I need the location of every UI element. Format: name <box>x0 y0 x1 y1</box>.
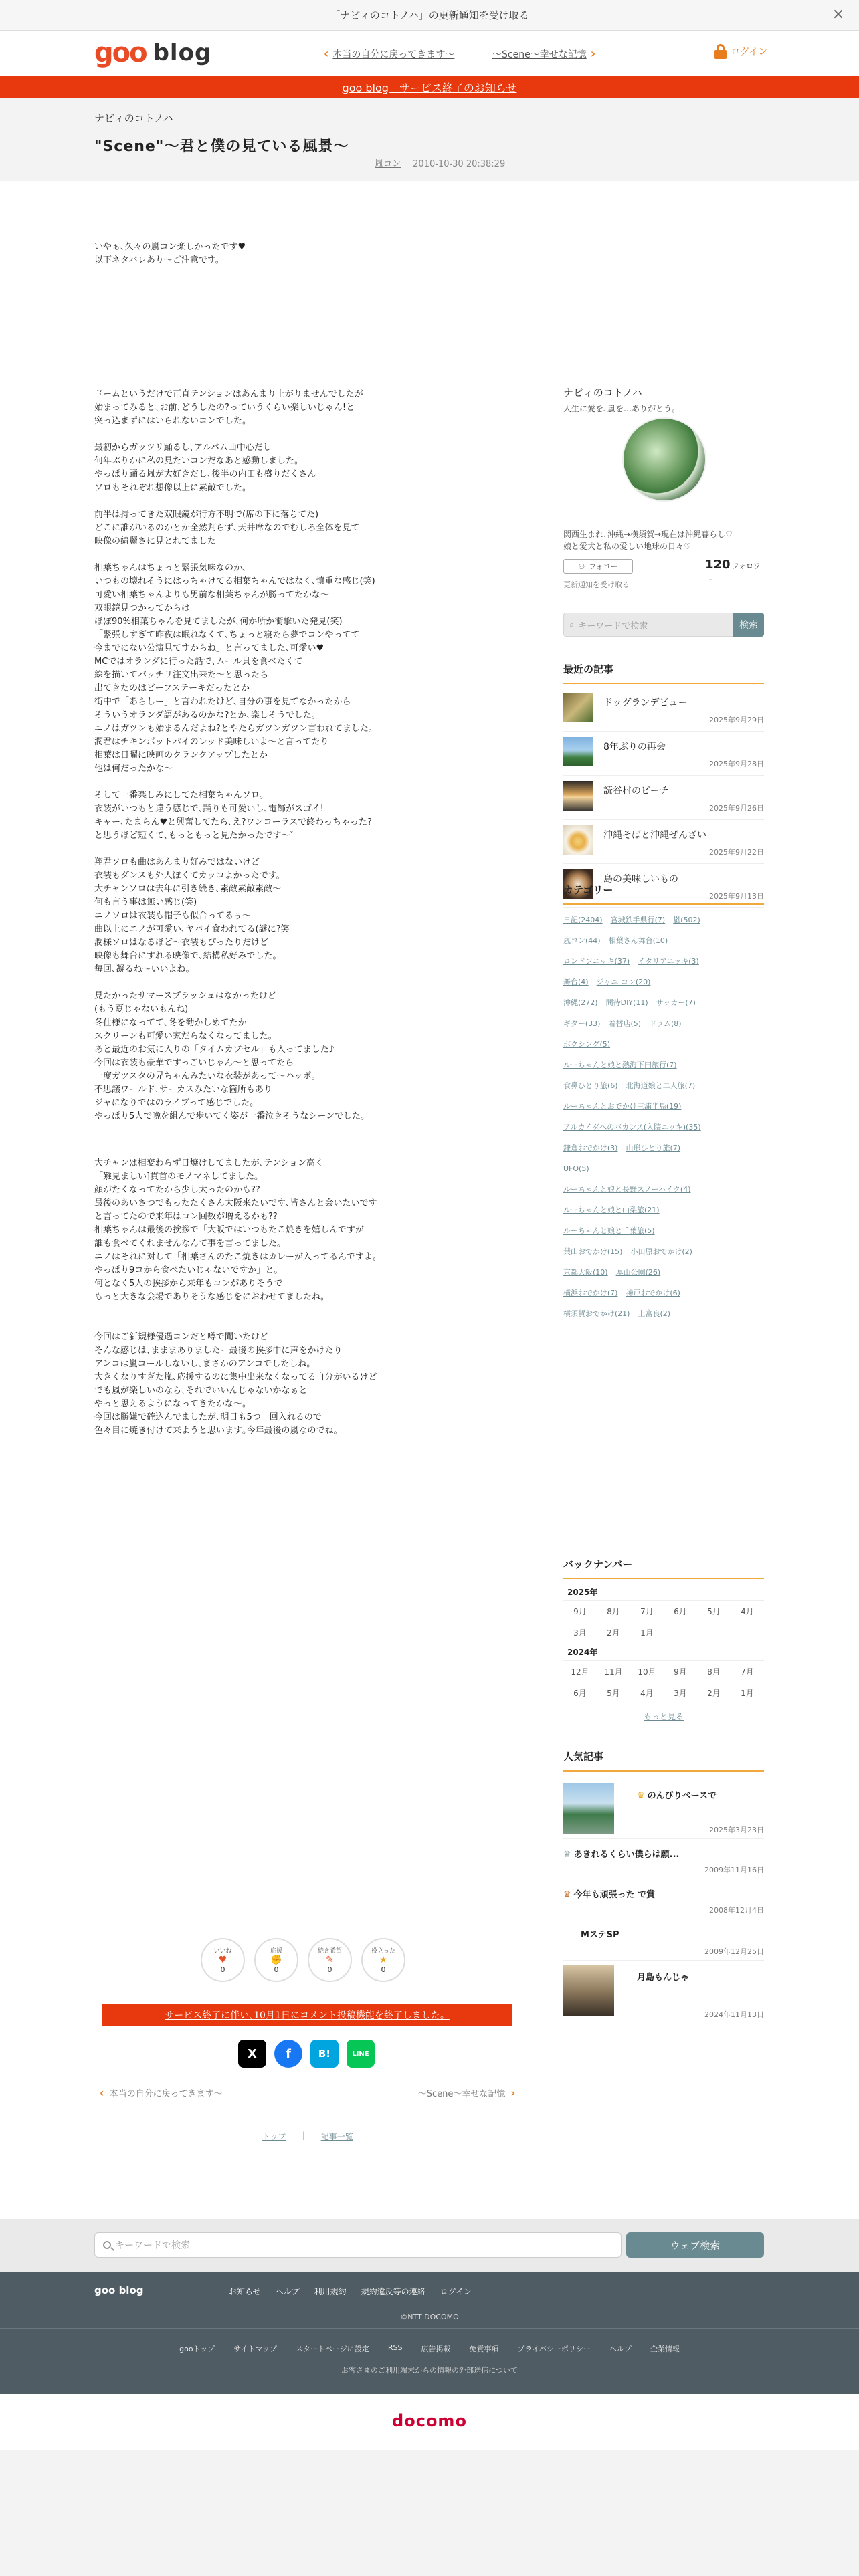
recent-item-date: 2025年9月29日 <box>709 716 764 724</box>
popular-item-date: 2009年11月16日 <box>704 1866 764 1874</box>
backnumber-title: バックナンバー <box>563 1557 764 1579</box>
category-link[interactable]: イタリアニッキ(3) <box>638 957 699 966</box>
month-link[interactable]: 3月 <box>674 1689 687 1698</box>
x-share-icon[interactable]: X <box>238 2040 266 2068</box>
popular-item[interactable] <box>563 1839 764 1879</box>
article-list-link[interactable]: 記事一覧 <box>320 2132 353 2141</box>
pager-prev[interactable] <box>94 2081 275 2105</box>
crown-icon: ♛ <box>563 1850 571 1860</box>
category-link[interactable]: 葉山おでかけ(15) <box>563 1247 623 1256</box>
month-link[interactable]: 12月 <box>571 1667 589 1677</box>
heart-icon: ♥ <box>218 1955 227 1965</box>
month-link[interactable]: 9月 <box>674 1667 687 1677</box>
footer-dark <box>0 2272 859 2394</box>
month-link[interactable]: 11月 <box>604 1667 623 1677</box>
recent-item-title: 島の美味しいもの <box>603 874 678 885</box>
month-link[interactable]: 1月 <box>640 1628 654 1638</box>
article-paragraph: 大チャンは相変わらず日焼けしてましたが､テンション高く 「難見ましい]貫首のモノマネしてました。 顔がたくなってたから少し太ったのかも?? 最後のあいさつでもったたくさん大阪来たいです､皆さんと会いたいです と言ってたので来年はコン回数が増えるかも?? 相葉ちゃんは最後の挨拶で「大阪ではいつもたこ焼きを嬉しんですが 誰も食べてくれませんなんて事を言ってました。 ニノはそれに対して「相葉さんのたこ焼きはカレーが入ってるんですよ。 やっぱり9コから食べたいじゃないですか」と。 何となく5人の挨拶から来年もコンがありそうで もっと大きな会場でありそうな感じをにおわせてましたね。 <box>94 1158 382 1302</box>
reaction-useful-button[interactable] <box>361 1938 405 1982</box>
footer-search-input[interactable] <box>94 2232 622 2258</box>
recent-list <box>563 687 764 908</box>
entry-title: "Scene"〜君と僕の見ている風景〜 <box>94 138 349 155</box>
popular-item-title: MステSP <box>581 1930 619 1940</box>
footer-link[interactable]: ヘルプ <box>609 2345 632 2353</box>
popular-item[interactable] <box>563 1961 764 2021</box>
category-link[interactable]: 山形ひとり旅(7) <box>626 1144 681 1152</box>
backnumber-months <box>563 1661 764 1704</box>
popular-item[interactable] <box>563 1779 764 1839</box>
popular-thumb <box>563 1965 614 2016</box>
reaction-like-button[interactable] <box>201 1938 245 1982</box>
site-header <box>0 31 859 76</box>
month-link[interactable]: 5月 <box>607 1689 620 1698</box>
month-link[interactable]: 10月 <box>638 1667 656 1677</box>
article-paragraph: ドームというだけで正直テンションはあんまり上がりませんでしたが 始まってみると､お前､どうしたの?っていうくらい楽しいじゃん!と 突っ込まずにはいられないコンでした。 最初からガッツリ踊るし､アルバム曲中心だし 何年ぶりかに私の見たいコンだなあと感動しました。 やっぱり踊る嵐が大好きだし､後半の内田も盛りだくさん ソロもそれぞれ想像以上に素敵でした。 前半は持ってきた双眼鏡が行方不明で(席の下に落ちてた) どこに誰がいるのかとか全然判らず､天井席なのでむしろ全体を見て 映像の綺麗さに見とれてました <box>94 389 363 546</box>
recent-item[interactable] <box>563 820 764 864</box>
popular-thumb <box>563 1783 614 1834</box>
hatena-share-icon[interactable]: B! <box>310 2040 339 2068</box>
popular-item-date: 2024年11月13日 <box>704 2010 764 2019</box>
article-paragraph: 相葉ちゃんはちょっと緊張気味なのか､ いつもの壊れそうにはっちゃけてる相葉ちゃんではなく､慎重な感じ(笑) 可愛い相葉ちゃんよりも男前な相葉ちゃんが勝ってたかな〜 双眼鏡見つかってからは ほぼ90%相葉ちゃんを見てましたが､何か所か衝撃いた発見(笑) 「緊張しすぎて昨夜は眠れなくて､ちょっと寝たら夢でコンやってて 今までにない公演見てすからね」と言ってました､可愛い♥ MCではオランダに行った話で､ムール貝を食べたくて 絵を描いてバッチリ注文出来た〜と思ったら 出てきたのはビーフステーキだったとか 街中で「あらしー」と言われたけど､自分の事を見てなかったから そういうオランダ語があるのかな?とか､楽しそうでした。 ニノはガツンも始まるんだよね?とやたらガツンガツン言われてました。 潤君はチキンポットパイのレッド美味しいよ〜と言ってたり 相葉は日曜に映画のクランクアップしたとか 他は何だったかな〜 <box>94 563 377 774</box>
pager-next-label: 〜Scene〜幸せな記憶 <box>417 2089 506 2099</box>
nav-separator: | <box>302 2131 305 2140</box>
crown-icon: ♛ <box>637 1791 645 1801</box>
recent-thumb <box>563 781 593 811</box>
reaction-count: 0 <box>381 1965 386 1974</box>
footer-link[interactable]: 企業情報 <box>650 2345 680 2353</box>
popular-item-title: 月島もんじゃ <box>637 1973 690 1983</box>
category-link[interactable]: サッカー(7) <box>656 998 696 1007</box>
recent-item[interactable] <box>563 687 764 732</box>
footer-link[interactable]: スタートページに設定 <box>296 2345 369 2353</box>
recent-item-title: 沖縄そばと沖縄ぜんざい <box>603 830 706 841</box>
entry-header <box>0 98 859 181</box>
recent-item[interactable] <box>563 732 764 776</box>
category-link[interactable]: 神戸おでかけ(6) <box>626 1289 680 1297</box>
article-intro: いやぁ､久々の嵐コン楽しかったです♥ 以下ネタバレあり〜ご注意です。 <box>94 242 246 265</box>
reaction-label: いいね <box>213 1948 232 1955</box>
category-link[interactable]: 嵐(502) <box>673 916 700 924</box>
footer-links-secondary <box>0 2343 859 2354</box>
follower-count-number: 120 <box>705 558 731 572</box>
footer-docomo <box>0 2394 859 2450</box>
service-end-link[interactable]: goo blog サービス終了のお知らせ <box>342 81 517 94</box>
footer-link[interactable]: 利用規約 <box>314 2287 347 2296</box>
category-link[interactable]: ボクシング(5) <box>563 1040 611 1049</box>
footer-link[interactable]: ログイン <box>440 2287 472 2296</box>
recent-thumb <box>563 825 593 855</box>
popular-item-date: 2025年3月23日 <box>709 1826 764 1834</box>
header-prev-link[interactable] <box>320 47 454 61</box>
category-link[interactable]: 宮城鉄手県行(7) <box>610 916 666 924</box>
category-link[interactable]: 横須賀おでかけ(21) <box>563 1309 630 1318</box>
article-paragraph: 見たかったサマースプラッシュはなかったけど (もう夏じゃないもんね) 冬仕様になってて､冬を勧かしめてたか スクリーンも可愛い家だらなくなってました。 あと最近のお気に入りの「タイムカプセル」も入ってました♪ 今回は衣装も豪華ですっごいじゃん〜と思ってたら 一度ガツスタの兄ちゃんみたいな衣装があって〜ハッポ｡ 不思議ワールド､サーカスみたいな箇所もあり ジャになりではのライブって感じでした。 やっぱり5人で晩を組んで歩いてく姿が一番泣きそうなシーンでした。 <box>94 991 370 1121</box>
footer-link[interactable]: 広告掲載 <box>421 2345 451 2353</box>
search-icon <box>103 2241 111 2249</box>
backnumber-months <box>563 1601 764 1644</box>
category-link[interactable]: ロンドンニッキ(37) <box>563 957 630 966</box>
profile-description: 関西生まれ､沖縄→横須賀→現在は沖縄暮らし♡ 娘と愛犬と私の愛しい地球の日々♡ <box>563 530 733 551</box>
top-link[interactable]: トップ <box>262 2132 286 2141</box>
logo-goo: goo <box>94 37 147 68</box>
recent-thumb <box>563 693 593 722</box>
popular-item-date: 2008年12月4日 <box>709 1906 764 1915</box>
logo-blog: blog <box>153 39 212 66</box>
service-end-banner[interactable] <box>0 76 859 98</box>
star-icon: ★ <box>379 1955 388 1965</box>
category-link[interactable]: UFO(5) <box>563 1164 589 1173</box>
reaction-label: 応援 <box>270 1948 282 1955</box>
facebook-share-icon[interactable]: f <box>274 2040 302 2068</box>
share-buttons <box>238 2040 383 2068</box>
follow-notify-bar[interactable] <box>0 0 859 31</box>
category-link[interactable]: 食鼻ひとり旅(6) <box>563 1081 618 1090</box>
reaction-buttons <box>201 1938 415 1982</box>
category-title: カテゴリー <box>563 883 764 905</box>
footer-link[interactable]: 規約違反等の連絡 <box>361 2287 425 2296</box>
recent-item[interactable] <box>563 776 764 820</box>
article-body <box>94 241 509 1451</box>
reaction-label: 役立った <box>371 1948 395 1955</box>
bottom-nav <box>262 2131 353 2142</box>
popular-list <box>563 1779 764 2021</box>
popular-title: 人気記事 <box>563 1749 764 1772</box>
recent-item-date: 2025年9月22日 <box>709 848 764 857</box>
line-share-icon[interactable]: LINE <box>347 2040 375 2068</box>
month-link[interactable]: 4月 <box>741 1607 754 1616</box>
category-link[interactable]: ルーちゃんと娘と熱海下田旅行(7) <box>563 1061 677 1069</box>
backnumber-more-link[interactable]: もっと見る <box>643 1712 684 1721</box>
header-prev-label: 本当の自分に戻ってきます〜 <box>332 49 455 60</box>
entry-datetime: 2010-10-30 20:38:29 <box>413 159 506 169</box>
category-link[interactable]: 北海道娘と二人旅(7) <box>626 1081 696 1090</box>
category-link[interactable]: 嵐コン(44) <box>563 936 601 945</box>
search-icon: ⌕ <box>569 619 575 630</box>
recent-item-date: 2025年9月26日 <box>709 804 764 813</box>
comment-closed-link[interactable]: サービス終了に伴い､10月1日にコメント投稿機能を終了しました。 <box>165 2010 450 2021</box>
footer-link[interactable]: gooトップ <box>179 2345 215 2353</box>
follow-notify-text[interactable]: 「ナビィのコトノハ」の更新通知を受け取る <box>330 9 529 21</box>
recent-item-title: 8年ぶりの再会 <box>603 742 666 752</box>
chevron-left-icon: ‹ <box>324 47 329 61</box>
month-link[interactable]: 3月 <box>573 1628 587 1638</box>
follower-count-label: フォロワー <box>705 562 761 584</box>
sidebar-search <box>563 613 764 637</box>
month-link[interactable]: 5月 <box>707 1607 721 1616</box>
popular-item-title: ♛ 今年も頑張った で賞 <box>563 1890 656 1900</box>
external-transmission-note[interactable]: お客さまのご利用端末からの情報の外部送信について <box>341 2366 518 2375</box>
backnumber-year: 2025年 <box>563 1584 764 1601</box>
web-search-button[interactable]: ウェブ検索 <box>626 2232 764 2258</box>
footer-link[interactable]: お知らせ <box>229 2287 261 2296</box>
category-link[interactable]: ジャニ コン(20) <box>596 978 651 986</box>
lock-icon <box>714 44 727 59</box>
popular-item[interactable] <box>563 1919 764 1961</box>
entry-meta <box>375 156 505 169</box>
recent-item-date: 2025年9月28日 <box>709 760 764 768</box>
reaction-label: 続き希望 <box>317 1948 342 1955</box>
login-link[interactable] <box>714 44 767 59</box>
footer-link[interactable]: 免責事項 <box>469 2345 499 2353</box>
sidebar-search-placeholder: キーワードで検索 <box>578 621 648 631</box>
category-link[interactable]: ルーちゃんと娘と千葉旅(5) <box>563 1226 655 1235</box>
person-icon: ⚇ <box>578 562 585 571</box>
crown-icon: ♛ <box>563 1890 571 1900</box>
month-link[interactable]: 9月 <box>573 1607 587 1616</box>
sidebar-search-input[interactable] <box>563 613 733 637</box>
chevron-left-icon: ‹ <box>100 2086 104 2099</box>
month-link[interactable]: 1月 <box>741 1689 754 1698</box>
category-link[interactable]: ドラム(8) <box>649 1019 682 1028</box>
reaction-count: 0 <box>274 1965 279 1974</box>
category-link[interactable]: 上富良(2) <box>638 1309 671 1318</box>
article-paragraph: 今回はご新規様優遇コンだと噂で聞いたけど そんな感じは､まままありましたー最後の挨拶中に声をかけたり アンコは嵐コールしないし､まさかのアンコでしたしね。 大きくなりすぎた嵐､応援するのに集中出来なくなってる自分がいるけど でも嵐が楽しいのなら､それでいいんじゃないかなぁと やっと思えるようになってきたかな〜。 今回は勝嫌で確込んでましたが､明日も5つ一回入れるので 色々目に焼き付けて来ようと思います｡今年最後の嵐なのでね。 <box>94 1332 377 1436</box>
category-link[interactable]: ギター(33) <box>563 1019 601 1028</box>
footer-link[interactable]: RSS <box>387 2343 403 2352</box>
reaction-more-button[interactable] <box>308 1938 352 1982</box>
recent-item-title: ドッグランデビュー <box>603 697 688 708</box>
category-link[interactable]: 着替店(5) <box>608 1019 642 1028</box>
article-paragraph: そして一番楽しみにしてた相葉ちゃんソロ｡ 衣装がいつもと違う感じで､踊りも可愛いし､電飾がスゴイ! キャー､たまらん♥と興奮してたら､え?ワンコーラスで終わっちゃった? と思うほど短くて､もっともっと見たかったです〜゛ <box>94 790 372 841</box>
month-link[interactable]: 2月 <box>707 1689 721 1698</box>
goo-blog-logo[interactable] <box>94 37 211 68</box>
category-link[interactable]: アルカイダへのバカンス(入院ニッキ)(35) <box>563 1123 701 1132</box>
category-link[interactable]: 鎌倉おでかけ(3) <box>563 1144 618 1152</box>
follow-button-label: フォロー <box>589 562 618 571</box>
category-link[interactable]: 京都大阪(10) <box>563 1268 608 1277</box>
category-link[interactable]: 横浜おでかけ(7) <box>563 1289 618 1297</box>
popular-item-title: ♛ あきれるくらい僕らは願... <box>563 1850 680 1860</box>
category-link[interactable]: 沖縄(272) <box>563 998 598 1007</box>
footer-link[interactable]: プライバシーポリシー <box>517 2345 591 2353</box>
avatar[interactable] <box>622 417 706 502</box>
category-link[interactable]: ルーちゃんとおでかけ三浦半島(19) <box>563 1102 682 1111</box>
month-link[interactable]: 7月 <box>741 1667 754 1677</box>
article-paragraph: 翔君ソロも曲はあんまり好みではないけど 衣装もダンスも外人ぽくてカッコよかったです。 大チャンソロは去年に引き続き､素敵素敵素敵〜 何も言う事は無い感じ(笑) ニノソロは衣装も帽子も似合ってるぅ〜 曲以上にニノが可愛い､ヤバイ食われてる(謎に?笑 潤様ソロはなるほど〜衣装もぴったりだけど 映像も舞台にすれる映像で､結構私好みでした。 毎回､凝るね〜いいよね。 <box>94 857 290 974</box>
footer-links-primary <box>229 2286 486 2297</box>
reaction-count: 0 <box>327 1965 332 1974</box>
comment-closed-notice[interactable] <box>102 2004 512 2026</box>
recent-item-title: 読谷村のビーチ <box>603 786 669 796</box>
chevron-right-icon: › <box>590 47 596 61</box>
popular-item-title: ♛ のんびりペースで <box>637 1791 717 1801</box>
chevron-right-icon: › <box>510 2086 515 2099</box>
category-link[interactable]: 問待DIY(11) <box>605 998 648 1007</box>
category-link[interactable]: 日記(2404) <box>563 916 603 924</box>
month-link[interactable]: 6月 <box>674 1607 687 1616</box>
reaction-cheer-button[interactable] <box>254 1938 298 1982</box>
backnumber-year: 2024年 <box>563 1644 764 1661</box>
main-content <box>0 181 859 2219</box>
profile-subtitle: 人生に愛を､嵐を…ありがとう｡ <box>563 404 676 413</box>
header-next-label: 〜Scene〜幸せな記憶 <box>492 49 587 60</box>
footer-link[interactable]: ヘルプ <box>275 2287 300 2296</box>
month-link[interactable]: 2月 <box>607 1628 620 1638</box>
category-list <box>563 909 764 1324</box>
follow-button[interactable] <box>563 559 633 574</box>
month-link[interactable]: 6月 <box>573 1689 587 1698</box>
backnumber-list <box>563 1584 764 1722</box>
recent-item-date: 2025年9月13日 <box>709 892 764 901</box>
footer-link[interactable]: サイトマップ <box>233 2345 278 2353</box>
docomo-logo[interactable]: docomo <box>392 2411 467 2430</box>
month-link[interactable]: 7月 <box>640 1607 654 1616</box>
month-link[interactable]: 8月 <box>707 1667 721 1677</box>
footer-brand[interactable]: goo blog <box>94 2284 144 2296</box>
category-link[interactable]: 小田原おでかけ(2) <box>630 1247 692 1256</box>
close-icon[interactable]: × <box>832 6 845 23</box>
sidebar-search-button[interactable]: 検索 <box>733 613 764 637</box>
popular-item[interactable] <box>563 1879 764 1919</box>
month-link[interactable]: 8月 <box>607 1607 620 1616</box>
reaction-count: 0 <box>220 1965 225 1974</box>
follower-count[interactable] <box>705 558 764 586</box>
popular-item-date: 2009年12月25日 <box>704 1947 764 1956</box>
category-link[interactable]: 相葉さん舞台(10) <box>608 936 668 945</box>
subscribe-link[interactable]: 更新通知を受け取る <box>563 580 630 589</box>
category-link[interactable]: 厚山公園(26) <box>615 1268 661 1277</box>
footer-search <box>0 2219 859 2272</box>
pager-prev-label: 本当の自分に戻ってきます〜 <box>109 2089 223 2099</box>
pager-next[interactable] <box>340 2081 520 2105</box>
category-link[interactable]: 舞台(4) <box>563 978 589 986</box>
footer-search-placeholder: キーワードで検索 <box>115 2240 190 2251</box>
fist-icon: ✊ <box>270 1955 282 1965</box>
recent-thumb <box>563 737 593 766</box>
entry-category-link[interactable]: 嵐コン <box>375 159 401 169</box>
copyright: ©NTT DOCOMO <box>0 2313 859 2329</box>
blog-name[interactable]: ナビィのコトノハ <box>94 112 173 124</box>
month-link[interactable]: 4月 <box>640 1689 654 1698</box>
recent-title: 最近の記事 <box>563 662 764 684</box>
profile-name[interactable]: ナビィのコトノハ <box>563 387 642 399</box>
category-link[interactable]: ルーちゃんと娘と長野スノーハイク(4) <box>563 1185 691 1194</box>
header-next-link[interactable] <box>492 47 599 61</box>
login-label: ログイン <box>731 47 768 58</box>
category-link[interactable]: ルーちゃんと娘と山梨旅(21) <box>563 1206 660 1214</box>
pencil-icon: ✎ <box>326 1955 334 1965</box>
